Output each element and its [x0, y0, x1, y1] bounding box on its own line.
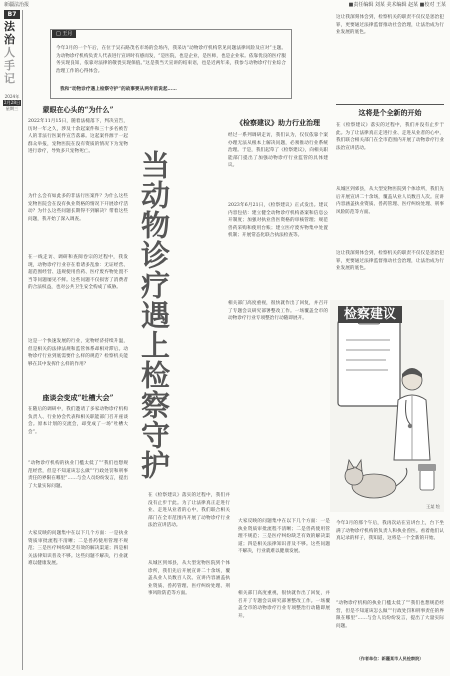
section-heading: 《检察建议》助力行业治理	[236, 118, 320, 127]
illustration	[330, 300, 444, 512]
page-number: B7	[4, 10, 20, 19]
section-paragraph: 从城区到郊县，从大型宠物医院到个体诊所，我们先后开展宣讲二十余场，覆盖从业人员数百人次。宣讲内容涵盖执业资质、兽药管理、医疗纠纷处理、刑事风险防范等方面。	[336, 187, 444, 215]
date-line: 星期三	[5, 106, 19, 111]
column-divider	[22, 10, 23, 670]
column-name	[4, 20, 20, 85]
author-tag: □ 王月	[52, 30, 76, 38]
column-char: 记	[4, 72, 15, 85]
section-paragraph: 在随后的调研中，我们邀请了多家动物诊疗机构负责人、行业协会代表和相关职能部门召开座谈会。原本计划的交流会，却变成了一场“吐槽大会”。	[28, 407, 128, 435]
section-paragraph: 从城区到郊县，从大型宠物医院到个体诊所，我们先后开展宣讲二十余场，覆盖从业人员数百人次。宣讲内容涵盖执业资质、兽药管理、医疗纠纷处理、刑事风险防范等方面。	[148, 561, 230, 597]
date-line: 2月28日	[3, 100, 21, 105]
column-char: 手	[4, 59, 15, 72]
section-paragraph: 2023年6月21日，《检察建议》正式发出。建议内容包括：建立健全动物诊疗机构备案和信息公开制度；加强对执业兽医资格的审核管理；规范兽药采购和使用台账；建立医疗废弃物集中处置机制；开展常态化联合执法检查等。	[228, 203, 328, 239]
column-char: 治	[4, 33, 15, 46]
section-paragraph: 大家反映的问题集中在以下几个方面：一是执业资质审批流程不清晰；二是兽药使用管理不规范；三是医疗纠纷缺乏有效的解决渠道；四是相关法律知识普及不够。这些问题不解决，行业就难以健康发展。	[28, 531, 128, 567]
rule	[336, 104, 444, 105]
section-paragraph: 大家反映的问题集中在以下几个方面：一是执业资质审批流程不清晰；二是兽药使用管理不规范；三是医疗纠纷缺乏有效的解决渠道；四是相关法律知识普及不够。这些问题不解决，行业就难以健康发展。	[238, 519, 330, 555]
section-paragraph: 在《检察建议》落实的过程中，我们并没有止步于此。为了让法律真正走进行业、走进从业者的心中，我们联合相关部门在全市范围内开展了动物诊疗行业法治宣讲活动。	[336, 123, 444, 151]
section-paragraph: 为什么会有如此多的非法行医案件？为什么这些宠物医院会在没有执业资格的情况下开展诊疗活动？为什么这些问题长期得不到解决？带着这些问题，我开始了深入调查。	[28, 194, 128, 222]
section-paragraph: 这是一个快速发展的行业，宠物经济持续升温，但是相关的法律法规和监管体系却相对滞后。动物诊疗行业到底需要什么样的规范？检察机关能够在其中发挥什么样的作用？	[28, 339, 128, 367]
editor-credits: ■责任编辑 刘某 美术编辑 赵某 ■校对 王某	[348, 2, 446, 8]
intro-closing: 我和“动物诊疗遇上检察守护”的故事要从两年前说起……	[60, 87, 177, 92]
section-paragraph: 相关部门高度重视，很快就作出了回复，并召开了专题会议研究部署整改工作。一场覆盖全市的动物诊疗行业专项整治行动随即展开。	[238, 591, 330, 619]
author-footnote: （作者单位：新疆某市人民检察院）	[356, 656, 424, 661]
masthead	[0, 0, 450, 9]
column-char: 法	[4, 20, 15, 33]
section-heading: 蒙眼在心头的“为什么”	[42, 105, 114, 114]
section-paragraph: 这让我深刻体会到，检察机关的职责不仅仅是惩治犯罪，更要通过法律监督推动社会治理，让法治成为行业发展的底色。	[336, 251, 444, 272]
date-line: 2024年	[4, 94, 20, 99]
section-paragraph: 2022年11月15日，随着法槌落下，判决宣告，历时一年之久，涉及十余起案件和三十多名被告人的非法行医案件宣告落幕。这起案件源于一起群众举报，宠物医院在没有资质的情况下为宠物进行诊疗，导致多只宠物死亡。	[28, 119, 128, 155]
section-paragraph: 今年3月的那个午后，我再次站在宣讲台上，台下坐满了动物诊疗机构的负责人和执业兽医。看着他们认真记录的样子，我知道，这将是一个全新的开始。	[336, 521, 444, 542]
section-paragraph: “动物诊疗机构的执业门槛太低了”“我们也想规范经营，但是不知道该怎么做”“行政处罚和刑事责任的界限在哪里”……与会人员纷纷发言，提出了大量实际问题。	[28, 461, 128, 489]
intro-paragraph: 今年3月的一个午后，在位于吴石路茂名市场的会场内，我采访“动物诊疗机构常见问题法律风险及应对”主题。为动物诊疗机构负责人代表进行宣讲时有感而发，“是医院，也是企业，是医师，也是企业家。依靠优良的医疗服务实现良知，依靠对法律的敬畏实现保值。”这是我当天宣讲的结束语，也是近两年来，我参与动物诊疗行业综合治理工作的心得体会。	[56, 46, 286, 74]
section-paragraph: 相关部门高度重视，很快就作出了回复，并召开了专题会议研究部署整改工作。一场覆盖全市的动物诊疗行业专项整治行动随即展开。	[228, 301, 328, 322]
illustration-tag: 检察建议	[338, 306, 402, 323]
section-heading: 座谈会变成“吐槽大会”	[42, 393, 114, 402]
section-paragraph: “动物诊疗机构的执业门槛太低了”“我们也想规范经营，但是不知道该怎么做”“行政处罚和刑事责任的界限在哪里”……与会人员纷纷发言，提出了大量实际问题。	[336, 601, 444, 629]
column-char: 人	[4, 46, 15, 59]
section-paragraph: 在《检察建议》落实的过程中，我们并没有止步于此。为了让法律真正走进行业、走进从业者的心中，我们联合相关部门在全市范围内开展了动物诊疗行业法治宣讲活动。	[148, 493, 230, 529]
newspaper-name: 新疆法治报	[4, 2, 30, 8]
doctor-illustration	[330, 300, 444, 512]
section-heading: 这将是个全新的开始	[358, 108, 422, 117]
section4-continued: 这让我深刻体会到，检察机关的职责不仅仅是惩治犯罪，更要通过法律监督推动社会治理，让法治成为行业发展的底色。	[336, 15, 444, 36]
section-paragraph: 经过一系列调研走访，我们认为，仅仅依靠个案办理无法从根本上解决问题，必须推动行业系统治理。于是，我们起草了《检察建议》，向相关职能部门提出了加强动物诊疗行业监管的具体建议。	[228, 133, 328, 169]
issue-date	[3, 94, 21, 112]
section-paragraph: 在一线走访、调研和查阅卷宗的过程中，我发现，动物诊疗行业存在着诸多乱象：无证经营、超范围经营、违规使用兽药、医疗废弃物处置不当等问题屡见不鲜。这些问题不仅损害了消费者的合法权益，也对公共卫生安全构成了威胁。	[28, 255, 128, 291]
feature-title: 当动物诊疗遇上检察守护	[137, 150, 171, 480]
illustration-credit: 王某 绘	[426, 504, 440, 509]
